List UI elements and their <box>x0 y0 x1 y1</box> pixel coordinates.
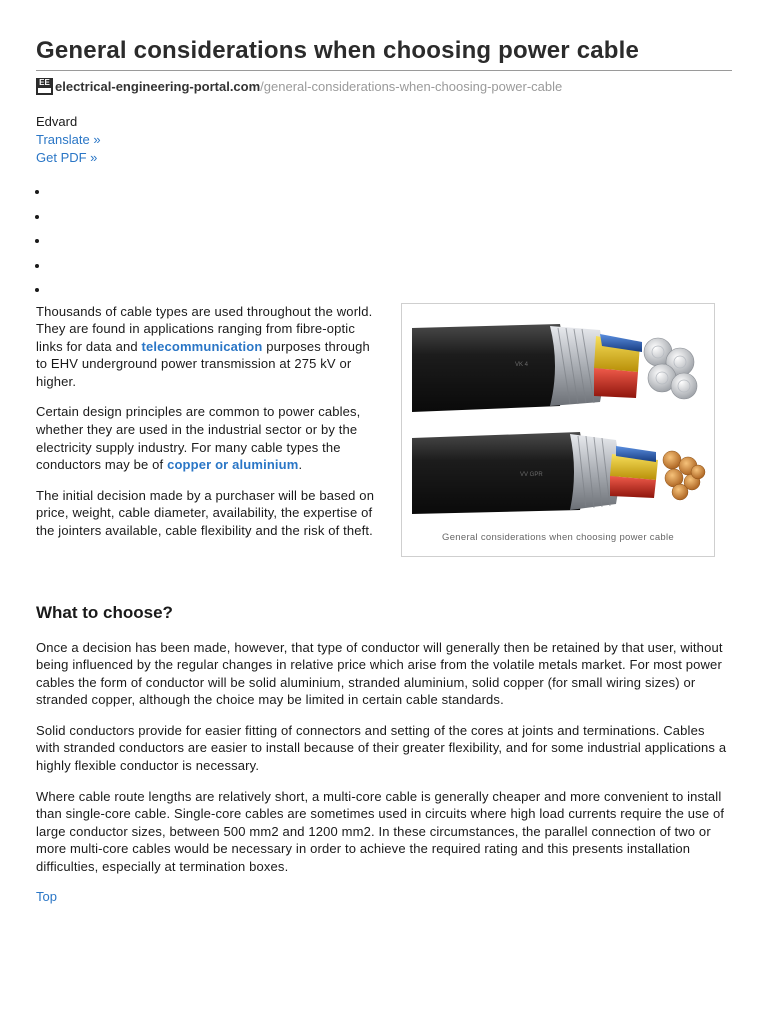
cable-figure <box>401 303 715 557</box>
section-heading: What to choose? <box>36 602 173 622</box>
section-body <box>36 639 732 876</box>
telecommunication-link[interactable]: telecommunication <box>141 338 263 354</box>
list-item <box>50 229 732 254</box>
top-cable <box>412 324 697 412</box>
intro-text <box>36 303 384 553</box>
list-item <box>50 180 732 205</box>
intro-p2-text-a: Certain design principles are common to power cables, whether they are used in the industrial sector or by the electricity supply industry. For many cable types the conductors may be of <box>36 404 361 473</box>
article-meta <box>36 113 732 167</box>
site-logo-icon: EE <box>36 78 53 95</box>
page-title: General considerations when choosing power cable <box>36 37 640 64</box>
figure-caption: General considerations when choosing power cable <box>442 531 674 543</box>
title-divider <box>36 70 732 71</box>
translate-link[interactable]: Translate » <box>36 132 101 147</box>
intro-section <box>36 303 732 603</box>
section-paragraph-1: Once a decision has been made, however, that type of conductor will generally then be retained by that user, without being influenced by the regular changes in relative price which arise from the volatile metals market. For most power cables the form of conductor will be solid aluminium, stranded aluminium, solid copper (for small wiring sizes) or stranded copper, although the choice may be limited in certain cable standards. <box>36 639 723 708</box>
intro-paragraph-1 <box>36 303 384 391</box>
intro-p2-text-b: . <box>298 457 303 473</box>
section-paragraph-2: Solid conductors provide for easier fitting of connectors and setting of the cores at joints and terminations. Cables with stranded conductors are easier to install because of their greater flexibility, and for some industrial applications a highly flexible conductor is necessary. <box>36 722 727 774</box>
source-url[interactable] <box>36 76 732 96</box>
section-paragraph-3: Where cable route lengths are relatively short, a multi-core cable is generally cheaper and more convenient to install than single-core cable. Single-core cables are sometimes used in circuits where high load currents require the use of large conductor sizes, between 500 mm2 and 1200 mm2. In these circumstances, the parallel connection of two or more multi-core cables would be necessary in order to achieve the required rating and this presents installation difficulties, especially at termination boxes. <box>36 788 725 875</box>
top-cable-print: VK 4 <box>515 361 529 368</box>
empty-bullet-list <box>36 180 732 303</box>
get-pdf-link[interactable]: Get PDF » <box>36 150 98 165</box>
list-item <box>50 254 732 279</box>
source-domain[interactable]: electrical-engineering-portal.com <box>55 78 261 94</box>
list-item <box>50 205 732 230</box>
article <box>36 0 732 904</box>
power-cable-image <box>410 314 708 524</box>
back-to-top-link[interactable]: Top <box>36 888 57 904</box>
list-item <box>50 278 732 303</box>
source-path[interactable]: /general-considerations-when-choosing-power-cable <box>260 78 563 94</box>
bottom-cable-print: VV GPR <box>520 471 543 478</box>
intro-p1-text-a: Thousands of cable types are used throughout the world. They are found in applications ranging from fibre-optic links for data and <box>36 303 373 354</box>
author-name: Edvard <box>36 114 78 129</box>
intro-paragraph-3: The initial decision made by a purchaser will be based on price, weight, cable diameter, availability, the expertise of the jointers available, cable flexibility and the risk of theft. <box>36 487 375 539</box>
intro-paragraph-2 <box>36 403 384 473</box>
bottom-cable <box>412 432 705 514</box>
copper-aluminium-link[interactable]: copper or aluminium <box>167 457 299 473</box>
intro-p1-text-b: purposes through to EHV underground power transmission at 275 kV or higher. <box>36 338 370 389</box>
